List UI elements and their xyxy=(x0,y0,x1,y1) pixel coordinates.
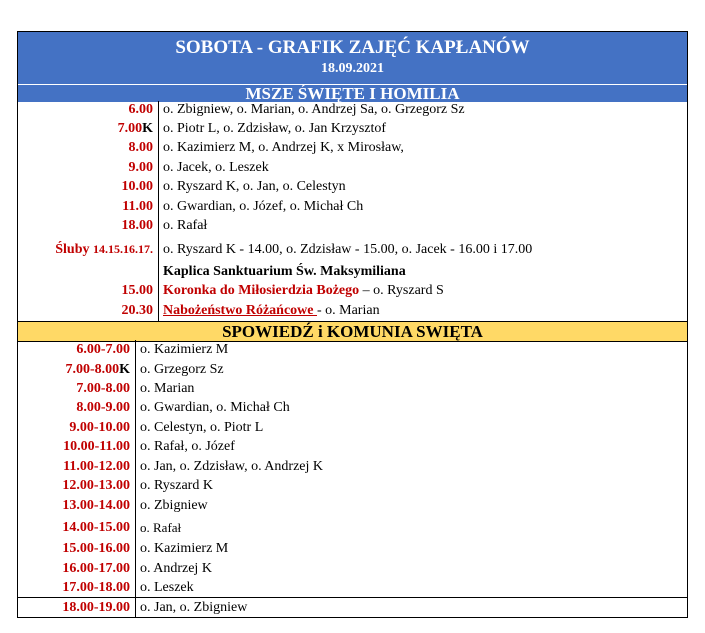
confession-names: o. Rafał, o. Józef xyxy=(140,439,235,454)
mass-names: o. Ryszard K, o. Jan, o. Celestyn xyxy=(163,179,346,194)
confession-names: o. Celestyn, o. Piotr L xyxy=(140,420,264,435)
weddings-row xyxy=(18,236,687,263)
confession-time: 12.00-13.00 xyxy=(62,478,130,493)
mass-row xyxy=(18,197,687,216)
confession-row xyxy=(18,598,687,617)
confession-row xyxy=(18,559,687,578)
rosary-time: 20.30 xyxy=(121,303,153,318)
rosary-entry: Nabożeństwo Różańcowe - o. Marian xyxy=(163,303,380,318)
confession-time: 7.00-8.00K xyxy=(65,362,130,377)
chapel-row xyxy=(18,263,687,281)
masses-section-title: MSZE ŚWIĘTE I HOMILIA xyxy=(18,84,687,102)
confession-row xyxy=(18,360,687,379)
confession-row xyxy=(18,379,687,398)
confession-time: 7.00-8.00 xyxy=(76,381,130,396)
confession-names: o. Andrzej K xyxy=(140,561,212,576)
confession-time: 9.00-10.00 xyxy=(69,420,130,435)
confession-time: 18.00-19.00 xyxy=(62,600,130,615)
confession-names: o. Zbigniew xyxy=(140,498,208,513)
confession-time: 15.00-16.00 xyxy=(62,541,130,556)
confession-row xyxy=(18,495,687,516)
mass-row xyxy=(18,119,687,138)
confession-row xyxy=(18,437,687,457)
confession-row xyxy=(18,476,687,495)
mass-row xyxy=(18,138,687,158)
mass-names: o. Kazimierz M, o. Andrzej K, x Mirosław, xyxy=(163,140,404,155)
chaplet-time: 15.00 xyxy=(121,283,153,298)
schedule-header xyxy=(18,32,687,84)
confession-names: o. Ryszard K xyxy=(140,478,213,493)
confession-time: 8.00-9.00 xyxy=(76,400,130,415)
confession-time: 14.00-15.00 xyxy=(62,520,130,535)
confession-row xyxy=(18,539,687,559)
mass-row xyxy=(18,177,687,197)
confession-names: o. Grzegorz Sz xyxy=(140,362,224,377)
mass-names: o. Gwardian, o. Józef, o. Michał Ch xyxy=(163,199,364,214)
confession-names: o. Kazimierz M xyxy=(140,342,229,357)
confession-names: o. Gwardian, o. Michał Ch xyxy=(140,400,290,415)
mass-time: 6.00 xyxy=(128,102,153,117)
confession-row xyxy=(18,516,687,539)
confession-time: 13.00-14.00 xyxy=(62,498,130,513)
mass-time: 7.00K xyxy=(117,121,153,136)
mass-names: o. Zbigniew, o. Marian, o. Andrzej Sa, o. Grzegorz Sz xyxy=(163,102,465,117)
confession-time: 10.00-11.00 xyxy=(63,439,130,454)
chaplet-entry: Koronka do Miłosierdzia Bożego – o. Ryszard S xyxy=(163,283,444,298)
confession-section-title: SPOWIEDŹ i KOMUNIA SWIĘTA xyxy=(18,321,687,342)
mass-time: 9.00 xyxy=(128,160,153,175)
mass-time: 11.00 xyxy=(122,199,153,214)
mass-names: o. Piotr L, o. Zdzisław, o. Jan Krzysztof xyxy=(163,121,387,136)
schedule-title: SOBOTA - GRAFIK ZAJĘĆ KAPŁANÓW xyxy=(175,37,530,58)
mass-time: 8.00 xyxy=(128,140,153,155)
chaplet-row xyxy=(18,281,687,301)
schedule-date: 18.09.2021 xyxy=(321,61,384,76)
mass-names: o. Rafał xyxy=(163,218,208,233)
confession-names: o. Leszek xyxy=(140,580,194,595)
confession-time: 11.00-12.00 xyxy=(63,459,130,474)
confession-row xyxy=(18,398,687,418)
weddings-names: o. Ryszard K - 14.00, o. Zdzisław - 15.00, o. Jacek - 16.00 i 17.00 xyxy=(163,242,533,257)
mass-row xyxy=(18,101,687,119)
weddings-label: Śluby 14.15.16.17. xyxy=(55,242,153,257)
rosary-title: Nabożeństwo Różańcowe xyxy=(163,303,317,318)
confession-names: o. Kazimierz M xyxy=(140,541,229,556)
mass-time: 10.00 xyxy=(121,179,153,194)
confession-time: 17.00-18.00 xyxy=(62,580,130,595)
confession-row xyxy=(18,578,687,597)
confession-time: 6.00-7.00 xyxy=(76,342,130,357)
confession-names: o. Jan, o. Zdzisław, o. Andrzej K xyxy=(140,459,323,474)
mass-row xyxy=(18,158,687,177)
mass-names: o. Jacek, o. Leszek xyxy=(163,160,269,175)
mass-time: 18.00 xyxy=(121,218,153,233)
mass-row xyxy=(18,216,687,236)
confession-time: 16.00-17.00 xyxy=(62,561,130,576)
confession-row xyxy=(18,340,687,360)
confession-names: o. Marian xyxy=(140,381,195,396)
confession-row xyxy=(18,457,687,476)
chapel-title: Kaplica Sanktuarium Św. Maksymiliana xyxy=(163,264,406,279)
rosary-row xyxy=(18,301,687,321)
confession-row xyxy=(18,418,687,437)
confession-names: o. Rafał xyxy=(140,520,182,535)
confession-names: o. Jan, o. Zbigniew xyxy=(140,600,248,615)
chaplet-title: Koronka do Miłosierdzia Bożego xyxy=(163,283,360,298)
schedule-table xyxy=(17,31,688,618)
